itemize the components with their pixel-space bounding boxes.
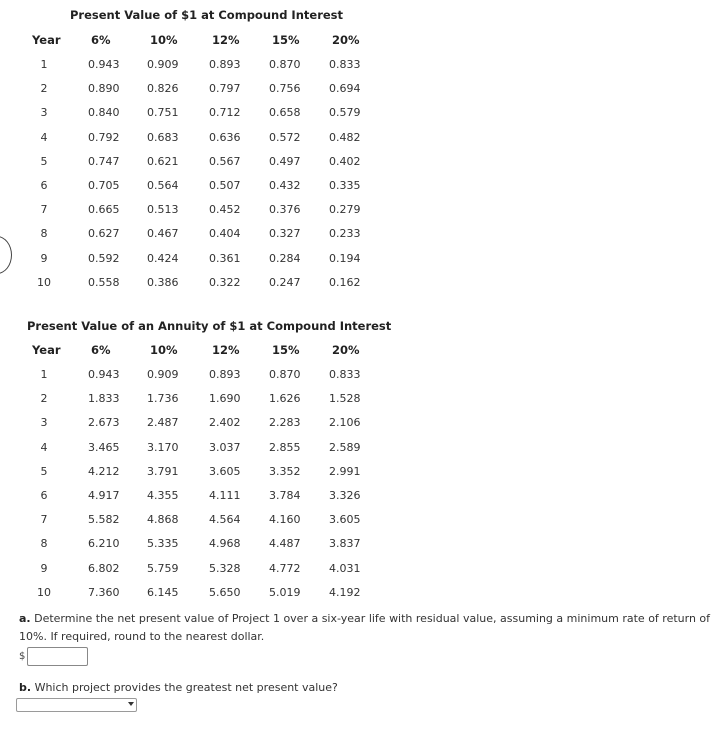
year-cell: 6	[40, 179, 48, 192]
value-cell: 0.482	[329, 130, 361, 144]
header-rate-5: 20%	[332, 33, 360, 47]
value-cell: 6.210	[88, 537, 120, 551]
year-cell: 4	[40, 440, 48, 454]
value-cell: 0.386	[147, 275, 179, 289]
year-cell: 1	[40, 58, 48, 71]
value-cell: 3.791	[147, 464, 179, 478]
value-cell: 1.528	[329, 392, 361, 406]
value-cell: 0.402	[329, 154, 361, 168]
value-cell: 0.507	[209, 179, 241, 192]
value-cell: 0.826	[147, 82, 179, 96]
value-cell: 4.111	[209, 489, 241, 502]
value-cell: 0.327	[269, 227, 301, 241]
year-cell: 10	[37, 275, 51, 289]
value-cell: 0.279	[329, 203, 361, 217]
value-cell: 7.360	[88, 585, 120, 599]
value-cell: 0.467	[147, 227, 179, 241]
value-cell: 0.361	[209, 251, 241, 265]
value-cell: 0.567	[209, 154, 241, 168]
value-cell: 0.833	[329, 58, 361, 71]
value-cell: 4.355	[147, 489, 179, 502]
value-cell: 3.465	[88, 440, 120, 454]
year-cell: 7	[40, 203, 48, 217]
value-cell: 3.037	[209, 440, 241, 454]
value-cell: 4.564	[209, 513, 241, 527]
value-cell: 2.673	[88, 416, 120, 430]
value-cell: 0.893	[209, 368, 241, 381]
value-cell: 5.759	[147, 561, 179, 575]
value-cell: 0.452	[209, 203, 241, 217]
value-cell: 4.772	[269, 561, 301, 575]
value-cell: 0.909	[147, 368, 179, 381]
currency-symbol: $	[19, 651, 26, 662]
header-rate-4: 15%	[272, 33, 300, 47]
value-cell: 0.636	[209, 130, 241, 144]
header-rate-3: 12%	[212, 343, 240, 357]
header-rate-1: 6%	[91, 343, 111, 357]
header-year: Year	[32, 33, 61, 47]
value-cell: 6.802	[88, 561, 120, 575]
value-cell: 0.233	[329, 227, 361, 241]
value-cell: 0.621	[147, 154, 179, 168]
year-cell: 1	[40, 368, 48, 381]
value-cell: 0.870	[269, 368, 301, 381]
value-cell: 0.665	[88, 203, 120, 217]
year-cell: 9	[40, 561, 48, 575]
value-cell: 5.019	[269, 585, 301, 599]
value-cell: 2.855	[269, 440, 301, 454]
value-cell: 4.968	[209, 537, 241, 551]
question-a-label: a.	[19, 612, 31, 625]
year-cell: 3	[40, 106, 48, 120]
value-cell: 0.558	[88, 275, 120, 289]
year-cell: 2	[40, 82, 48, 96]
value-cell: 0.564	[147, 179, 179, 192]
year-cell: 5	[40, 154, 48, 168]
value-cell: 4.487	[269, 537, 301, 551]
value-cell: 0.694	[329, 82, 361, 96]
value-cell: 1.833	[88, 392, 120, 406]
value-cell: 0.162	[329, 275, 361, 289]
value-cell: 3.837	[329, 537, 361, 551]
value-cell: 0.284	[269, 251, 301, 265]
table1-title: Present Value of $1 at Compound Interest	[70, 8, 344, 22]
value-cell: 0.376	[269, 203, 301, 217]
value-cell: 2.106	[329, 416, 361, 430]
value-cell: 0.572	[269, 130, 301, 144]
value-cell: 0.751	[147, 106, 179, 120]
value-cell: 4.160	[269, 513, 301, 527]
value-cell: 0.658	[269, 106, 301, 120]
chevron-down-icon	[128, 702, 134, 706]
value-cell: 0.683	[147, 130, 179, 144]
year-cell: 8	[40, 227, 48, 241]
value-cell: 1.690	[209, 392, 241, 406]
value-cell: 0.840	[88, 106, 120, 120]
value-cell: 0.756	[269, 82, 301, 96]
value-cell: 0.497	[269, 154, 301, 168]
npv-input[interactable]	[27, 647, 88, 666]
value-cell: 2.589	[329, 440, 361, 454]
question-a-text: Determine the net present value of Project 1 over a six-year life with residual value, assuming a minimum rate of return of 10%. If required, round to the nearest dollar.	[19, 612, 711, 643]
year-cell: 4	[40, 130, 48, 144]
value-cell: 0.870	[269, 58, 301, 71]
value-cell: 0.194	[329, 251, 361, 265]
value-cell: 0.432	[269, 179, 301, 192]
year-cell: 6	[40, 489, 48, 502]
value-cell: 0.627	[88, 227, 120, 241]
value-cell: 4.031	[329, 561, 361, 575]
value-cell: 0.705	[88, 179, 120, 192]
table2-title: Present Value of an Annuity of $1 at Compound Interest	[27, 319, 392, 333]
value-cell: 0.592	[88, 251, 120, 265]
value-cell: 5.335	[147, 537, 179, 551]
header-rate-2: 10%	[150, 343, 178, 357]
value-cell: 3.326	[329, 489, 361, 502]
value-cell: 3.784	[269, 489, 301, 502]
value-cell: 4.868	[147, 513, 179, 527]
value-cell: 1.626	[269, 392, 301, 406]
value-cell: 0.943	[88, 368, 120, 381]
value-cell: 2.283	[269, 416, 301, 430]
value-cell: 0.424	[147, 251, 179, 265]
value-cell: 0.322	[209, 275, 241, 289]
value-cell: 5.582	[88, 513, 120, 527]
value-cell: 4.192	[329, 585, 361, 599]
value-cell: 3.352	[269, 464, 301, 478]
year-cell: 7	[40, 513, 48, 527]
value-cell: 0.943	[88, 58, 120, 71]
value-cell: 0.404	[209, 227, 241, 241]
value-cell: 1.736	[147, 392, 179, 406]
value-cell: 2.402	[209, 416, 241, 430]
question-a	[19, 610, 714, 646]
value-cell: 0.712	[209, 106, 241, 120]
value-cell: 5.328	[209, 561, 241, 575]
question-b-label: b.	[19, 681, 32, 694]
value-cell: 0.890	[88, 82, 120, 96]
header-year: Year	[32, 343, 61, 357]
value-cell: 0.747	[88, 154, 120, 168]
circle-marker	[0, 236, 12, 274]
header-rate-2: 10%	[150, 33, 178, 47]
value-cell: 0.797	[209, 82, 241, 96]
value-cell: 2.487	[147, 416, 179, 430]
value-cell: 2.991	[329, 464, 361, 478]
value-cell: 0.513	[147, 203, 179, 217]
value-cell: 0.909	[147, 58, 179, 71]
value-cell: 4.917	[88, 489, 120, 502]
header-rate-5: 20%	[332, 343, 360, 357]
value-cell: 3.170	[147, 440, 179, 454]
project-select[interactable]	[16, 698, 137, 712]
question-b	[19, 679, 714, 697]
year-cell: 9	[40, 251, 48, 265]
value-cell: 0.247	[269, 275, 301, 289]
year-cell: 3	[40, 416, 48, 430]
question-b-text: Which project provides the greatest net present value?	[34, 681, 338, 694]
value-cell: 5.650	[209, 585, 241, 599]
year-cell: 2	[40, 392, 48, 406]
value-cell: 6.145	[147, 585, 179, 599]
header-rate-1: 6%	[91, 33, 111, 47]
value-cell: 0.335	[329, 179, 361, 192]
header-rate-4: 15%	[272, 343, 300, 357]
header-rate-3: 12%	[212, 33, 240, 47]
value-cell: 0.579	[329, 106, 361, 120]
value-cell: 4.212	[88, 464, 120, 478]
value-cell: 0.792	[88, 130, 120, 144]
year-cell: 5	[40, 464, 48, 478]
value-cell: 0.893	[209, 58, 241, 71]
value-cell: 3.605	[329, 513, 361, 527]
value-cell: 3.605	[209, 464, 241, 478]
value-cell: 0.833	[329, 368, 361, 381]
year-cell: 8	[40, 537, 48, 551]
year-cell: 10	[37, 585, 51, 599]
